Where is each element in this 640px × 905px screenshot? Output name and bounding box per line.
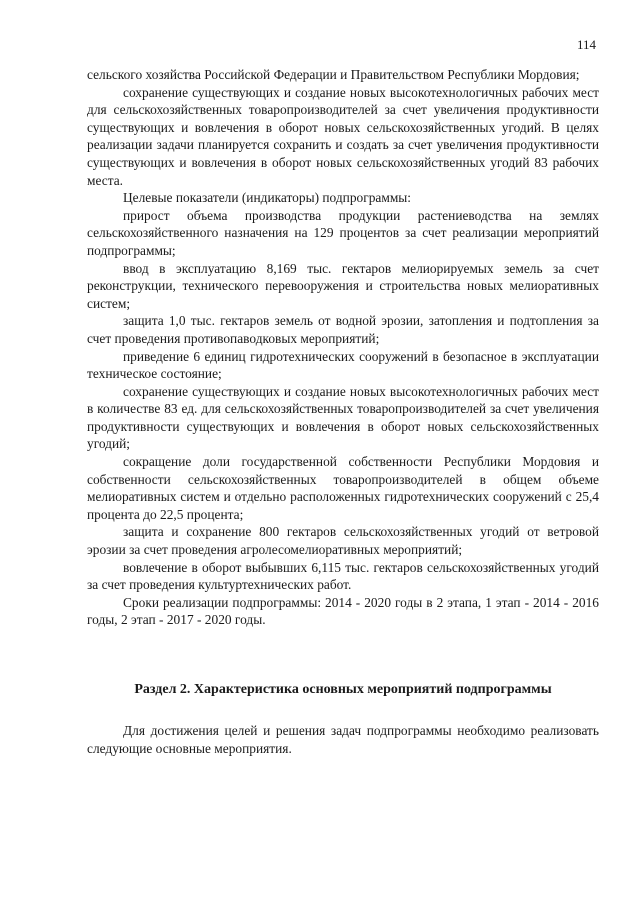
paragraph: сокращение доли государственной собственности Республики Мордовия и собственности сельскохозяйственных товаропроизводителей в общем объеме мелиоративных систем и отдельно расположенных гидротехнических сооружений с 25,4 процента до 22,5 процента; — [87, 454, 599, 522]
section-heading: Раздел 2. Характеристика основных мероприятий подпрограммы — [134, 682, 552, 697]
paragraph: вовлечение в оборот выбывших 6,115 тыс. гектаров сельскохозяйственных угодий за счет проведения культуртехнических работ. — [87, 559, 599, 593]
paragraph: ввод в эксплуатацию 8,169 тыс. гектаров мелиорируемых земель за счет реконструкции, технического перевооружения и строительства новых мелиоративных систем; — [87, 260, 599, 311]
paragraph: сохранение существующих и создание новых высокотехнологичных рабочих мест для сельскохозяйственных товаропроизводителей за счет увеличения продуктивности существующих и вовлечения в оборот новых сельскохозяйственных угодий. В целях реализации задачи планируется сохранить и создать за счет увеличения продуктивности существующих и вовлечения в оборот новых сельскохозяйственных угодий 83 рабочих места. — [87, 84, 599, 188]
section-paragraph: Для достижения целей и решения задач подпрограммы необходимо реализовать следующие основные мероприятия. — [87, 723, 599, 756]
paragraph: Целевые показатели (индикаторы) подпрограммы: — [123, 190, 412, 206]
paragraph: прирост объема производства продукции растениеводства на землях сельскохозяйственного назначения на 129 процентов за счет реализации мероприятий подпрограммы; — [87, 207, 599, 258]
paragraph: защита 1,0 тыс. гектаров земель от водной эрозии, затопления и подтопления за счет проведения противопаводковых мероприятий; — [87, 313, 599, 346]
paragraph: сельского хозяйства Российской Федерации и Правительством Республики Мордовия; — [87, 67, 580, 82]
body-text — [87, 66, 599, 629]
paragraph: Сроки реализации подпрограммы: 2014 - 2020 годы в 2 этапа, 1 этап - 2014 - 2016 годы, 2 этап - 2017 - 2020 годы. — [87, 594, 599, 628]
paragraph: сохранение существующих и создание новых высокотехнологичных рабочих мест в количестве 83 ед. для сельскохозяйственных товаропроизводителей за счет увеличения продуктивности существующих и вовлечения в оборот новых сельскохозяйственных угодий; — [87, 383, 599, 452]
page-number: 114 — [576, 37, 596, 52]
paragraph: защита и сохранение 800 гектаров сельскохозяйственных угодий от ветровой эрозии за счет проведения агролесомелиоративных мероприятий; — [87, 524, 599, 558]
paragraph: приведение 6 единиц гидротехнических сооружений в безопасное в эксплуатации техническое состояние; — [87, 348, 599, 382]
